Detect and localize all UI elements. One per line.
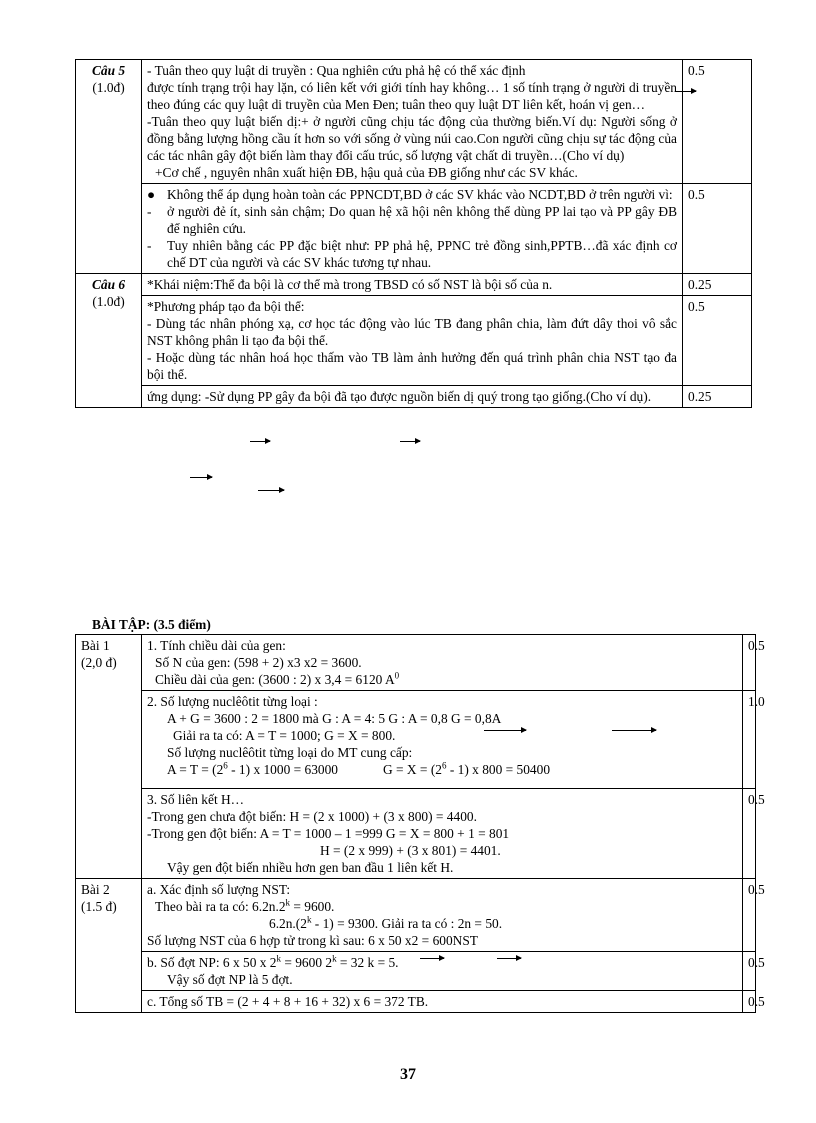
answer-line: - Hoặc dùng tác nhân hoá học thấm vào TB làm ảnh hưởng đến quá trình phân chia NST tạo đa bội thể. <box>147 350 677 382</box>
score-cell: 0.25 <box>683 386 752 408</box>
theory-answer-table <box>75 59 752 408</box>
dash-icon: - <box>147 204 152 219</box>
solution-line: -Trong gen chưa đột biến: H = (2 x 1000) + (3 x 800) = 4400. <box>147 809 477 824</box>
arrow-icon <box>250 441 270 442</box>
exercise-cell <box>76 635 142 879</box>
table-row <box>76 296 752 386</box>
solution-line: 6.2n.(2$^k$ - 1) = 9300. Giải ra ta có : 2n = 50. <box>269 914 503 931</box>
table-row <box>76 184 752 274</box>
page-number: 37 <box>400 1066 416 1083</box>
solution-line: -Trong gen đột biến: A = T = 1000 – 1 =999 G = X = 800 + 1 = 801 <box>147 826 510 841</box>
answer-cell: *Khái niệm:Thể đa bội là cơ thể mà trong TBSD có số NST là bội số của n. <box>142 274 683 296</box>
score-cell: 0.5 <box>743 991 756 1013</box>
score-cell: 0.5 <box>743 789 756 879</box>
question-label: Câu 6 <box>91 277 126 292</box>
exercise-label: Bài 2 <box>81 882 110 897</box>
answer-cell <box>142 184 683 274</box>
solution-line: 1. Tính chiều dài của gen: <box>147 638 286 653</box>
solution-line: Vậy số đợt NP là 5 đợt. <box>167 972 293 987</box>
dash-text: Tuy nhiên bằng các PP đặc biệt như: PP phả hệ, PPNC trẻ đồng sinh,PPTB…đã xác định cơ chế DT của người và các SV khác tương tự nhau. <box>167 238 677 270</box>
solution-cell <box>142 635 743 691</box>
solution-line: Theo bài ra ta có: $6.2n.2^k = 9600$. <box>155 897 335 914</box>
bullet-dot-icon: ● <box>147 187 156 202</box>
solution-line: H = (2 x 999) + (3 x 801) = 4401. <box>320 843 501 858</box>
dash-text: ở người đẻ ít, sinh sản chậm; Do quan hệ xã hội nên không thể dùng PP lai tạo và PP gây ĐB để nghiên cứu. <box>167 204 677 236</box>
answer-line: - Dùng tác nhân phóng xạ, cơ học tác động vào lúc TB đang phân chia, làm đứt dây thoi vô sắc NST không phân li tạo đa bội thể. <box>147 316 677 348</box>
arrow-icon <box>676 91 696 92</box>
answer-cell <box>142 296 683 386</box>
answer-line: - Tuân theo quy luật di truyền : Qua nghiên cứu phả hệ có thể xác định <box>147 63 526 78</box>
question-label: Câu 5 <box>91 63 126 78</box>
answer-cell <box>142 60 683 184</box>
solution-line: a. Xác định số lượng NST: <box>147 882 291 897</box>
score-cell: 0.5 <box>683 296 752 386</box>
solution-cell <box>142 789 743 879</box>
question-cell <box>76 274 142 408</box>
table-row <box>76 60 752 184</box>
solution-line: $A = T = (2^6 - 1)$ x 1000 = 63000 $G = X = (2^6 - 1)$ x 800 = 50400 <box>167 760 551 777</box>
solution-line: Số lượng nuclêôtit từng loại do MT cung cấp: <box>167 745 413 760</box>
answer-line: -Tuân theo quy luật biến dị:+ ở người cũng chịu tác động của thường biến.Ví dụ: Người sống ở đồng bằng lượng hồng cầu ít hơn so với sống ở vùng núi cao.Con người cũng chịu sự tác động của các tác nhân gây đột biến làm thay đổi cấu trúc, số lượng vật chất di truyền…(Cho ví dụ) <box>147 114 677 163</box>
solution-line: Số N của gen: (598 + 2) x3 x2 = 3600. <box>155 655 362 670</box>
solution-line: Chiều dài của gen: (3600 : 2) x 3,4 = 6120 $A^0$ <box>155 670 400 687</box>
score-cell: 0.25 <box>683 274 752 296</box>
dash-icon: - <box>147 238 152 253</box>
question-points: (1.0đ) <box>92 294 125 309</box>
score-cell: 0.5 <box>683 60 752 184</box>
dash-item <box>147 237 677 271</box>
exercise-table <box>75 634 765 1013</box>
answer-line: +Cơ chế , nguyên nhân xuất hiện ĐB, hậu quả của ĐB giống như các SV khác. <box>155 165 578 180</box>
solution-line: A + G = 3600 : 2 = 1800 mà G : A = 4: 5 G : A = 0,8 G = 0,8A <box>167 711 502 726</box>
arrow-icon <box>612 730 656 731</box>
exercise-title: BÀI TẬP: (3.5 điểm) <box>92 617 211 632</box>
solution-line: 3. Số liên kết H… <box>147 792 245 807</box>
score-cell: 0.5 <box>743 952 756 991</box>
question-cell <box>76 60 142 274</box>
solution-line: Số lượng NST của 6 hợp tử trong kì sau: 6 x 50 x2 = 600NST <box>147 933 478 948</box>
table-row <box>76 879 756 952</box>
exercise-label: Bài 1 <box>81 638 110 653</box>
answer-cell: ứng dụng: -Sử dụng PP gây đa bội đã tạo được nguồn biến dị quý trong tạo giống.(Cho ví dụ). <box>142 386 683 408</box>
solution-line: 2. Số lượng nuclêôtit từng loại : <box>147 694 318 709</box>
solution-line: Giải ra ta có: A = T = 1000; G = X = 800. <box>173 728 396 743</box>
bullet-text: Không thể áp dụng hoàn toàn các PPNCDT,BD ở các SV khác vào NCDT,BD ở trên người vì: <box>167 187 673 202</box>
answer-line: được tính trạng trội hay lặn, có liên kết với giới tính hay không… 1 số tính trạng ở người di truyền theo đúng các quy luật di truyền của Men Đen; tuân theo quy luật DT liên kết, hoán vị gen… <box>147 80 677 112</box>
solution-line: Vậy gen đột biến nhiều hơn gen ban đầu 1 liên kết H. <box>167 860 454 875</box>
arrow-icon <box>484 730 526 731</box>
question-points: (1.0đ) <box>92 80 125 95</box>
table-row <box>76 386 752 408</box>
score-cell: 1.0 <box>743 691 756 789</box>
table-row <box>76 952 756 991</box>
arrow-icon <box>400 441 420 442</box>
exercise-points: (1.5 đ) <box>81 899 117 914</box>
table-row <box>76 635 756 691</box>
solution-cell: c. Tổng số TB = (2 + 4 + 8 + 16 + 32) x 6 = 372 TB. <box>142 991 743 1013</box>
arrow-icon <box>190 477 212 478</box>
table-row <box>76 691 756 789</box>
score-cell: 0.5 <box>683 184 752 274</box>
table-row <box>76 991 756 1013</box>
answer-line: *Phương pháp tạo đa bội thể: <box>147 299 305 314</box>
arrow-icon <box>420 958 444 959</box>
score-cell: 0.5 <box>743 635 756 691</box>
table-row <box>76 789 756 879</box>
arrow-icon <box>497 958 521 959</box>
arrow-icon <box>258 490 284 491</box>
table-row <box>76 274 752 296</box>
exercise-cell <box>76 879 142 1013</box>
solution-cell <box>142 879 743 952</box>
exercise-points: (2,0 đ) <box>81 655 117 670</box>
dash-item <box>147 203 677 237</box>
score-cell: 0.5 <box>743 879 756 952</box>
solution-line: b. Số đợt NP: 6 x 50 x $2^k = 9600$ $2^k = 32$ k = 5. <box>147 953 399 970</box>
bullet-item <box>147 186 677 203</box>
solution-cell <box>142 691 743 789</box>
